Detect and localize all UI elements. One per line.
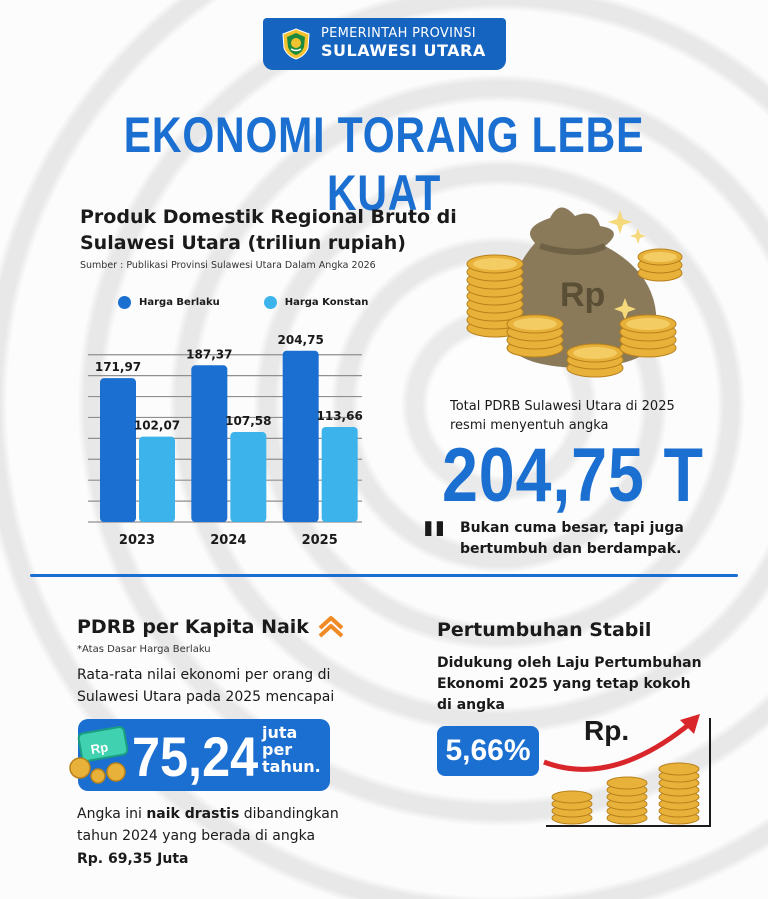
bar-konstan-2023 xyxy=(139,437,175,522)
per-capita-title-text: PDRB per Kapita Naik xyxy=(77,616,309,638)
quote-line2: bertumbuh dan berdampak. xyxy=(460,541,682,557)
bag-text: Rp xyxy=(560,276,606,314)
per-capita-unit-line1: juta xyxy=(262,723,298,742)
quote-icon: " xyxy=(420,510,449,574)
header-badge xyxy=(263,18,506,70)
emblem-icon xyxy=(281,28,311,60)
per-capita-title xyxy=(77,616,345,638)
per-capita-desc-line1: Rata-rata nilai ekonomi per orang di xyxy=(77,667,331,683)
legend-item-konstan xyxy=(264,296,369,309)
legend-dot-berlaku xyxy=(118,296,131,309)
per-capita-follow-line2: tahun 2024 yang berada di angka xyxy=(77,828,316,845)
data-label: 204,75 xyxy=(277,332,324,347)
total-caption-line1: Total PDRB Sulawesi Utara di 2025 xyxy=(450,399,675,414)
per-capita-desc xyxy=(77,665,397,708)
total-caption xyxy=(450,398,675,436)
growth-value: 5,66% xyxy=(437,726,539,776)
chart-legend xyxy=(118,296,368,309)
header-line1: PEMERINTAH PROVINSI xyxy=(321,26,476,42)
legend-dot-konstan xyxy=(264,296,277,309)
per-capita-unit xyxy=(262,725,321,775)
bar-berlaku-2024 xyxy=(191,365,227,522)
per-capita-note: *Atas Dasar Harga Berlaku xyxy=(77,644,211,655)
per-capita-follow xyxy=(77,803,407,870)
follow-suffix: dibandingkan xyxy=(239,806,339,822)
bar-konstan-2025 xyxy=(322,427,358,522)
bar-berlaku-2023 xyxy=(100,378,136,522)
page-title: EKONOMI TORANG LEBE KUAT xyxy=(123,107,645,221)
pdrb-bar-chart xyxy=(80,320,380,555)
data-label: 107,58 xyxy=(225,414,272,429)
data-label: 187,37 xyxy=(186,347,233,362)
x-tick-label: 2025 xyxy=(301,533,338,548)
follow-bold: naik drastis xyxy=(146,806,240,822)
legend-label-konstan: Harga Konstan xyxy=(284,297,369,308)
follow-prefix: Angka ini xyxy=(77,806,147,822)
per-capita-desc-line2: Sulawesi Utara pada 2025 mencapai xyxy=(77,688,335,705)
data-label: 102,07 xyxy=(133,418,181,433)
quote-text xyxy=(460,518,684,560)
legend-label-berlaku: Harga Berlaku xyxy=(139,297,220,308)
svg-text:Rp: Rp xyxy=(89,739,110,758)
chart-source: Sumber : Publikasi Provinsi Sulawesi Utara Dalam Angka 2026 xyxy=(80,260,376,271)
legend-item-berlaku xyxy=(118,296,220,309)
growth-title: Pertumbuhan Stabil xyxy=(437,619,652,641)
per-capita-value: 75,24 xyxy=(132,725,259,788)
x-tick-label: 2023 xyxy=(118,533,156,548)
per-capita-follow-line3: Rp. 69,35 Juta xyxy=(77,850,189,867)
growth-desc-line1: Didukung oleh Laju Pertumbuhan xyxy=(437,655,702,671)
bar-konstan-2024 xyxy=(230,432,266,522)
data-label: 171,97 xyxy=(94,360,142,375)
per-capita-follow-line1 xyxy=(77,803,407,825)
per-capita-unit-line2: per xyxy=(262,739,293,759)
growth-graphic-label: Rp. xyxy=(584,715,630,746)
data-label: 113,66 xyxy=(316,408,363,423)
bar-berlaku-2025 xyxy=(283,351,319,522)
quote-line1: Bukan cuma besar, tapi juga xyxy=(460,520,684,536)
header-line2: SULAWESI UTARA xyxy=(321,41,486,61)
growth-desc-line2: Ekonomi 2025 yang tetap kokoh xyxy=(437,676,691,692)
growth-arrow-icon xyxy=(542,700,717,830)
section-divider xyxy=(30,574,738,577)
money-bag-icon xyxy=(460,188,700,383)
chart-title: Produk Domestik Regional Bruto di Sulawesi Utara (triliun rupiah) xyxy=(80,206,457,254)
chevron-up-icon xyxy=(317,616,345,638)
banknote-icon xyxy=(68,726,134,784)
x-tick-label: 2024 xyxy=(210,533,247,548)
per-capita-unit-line3: tahun. xyxy=(262,756,321,776)
growth-desc-line3: di angka xyxy=(437,697,505,713)
total-caption-line2: resmi menyentuh angka xyxy=(450,417,609,433)
total-value: 204,75 T xyxy=(442,433,704,518)
